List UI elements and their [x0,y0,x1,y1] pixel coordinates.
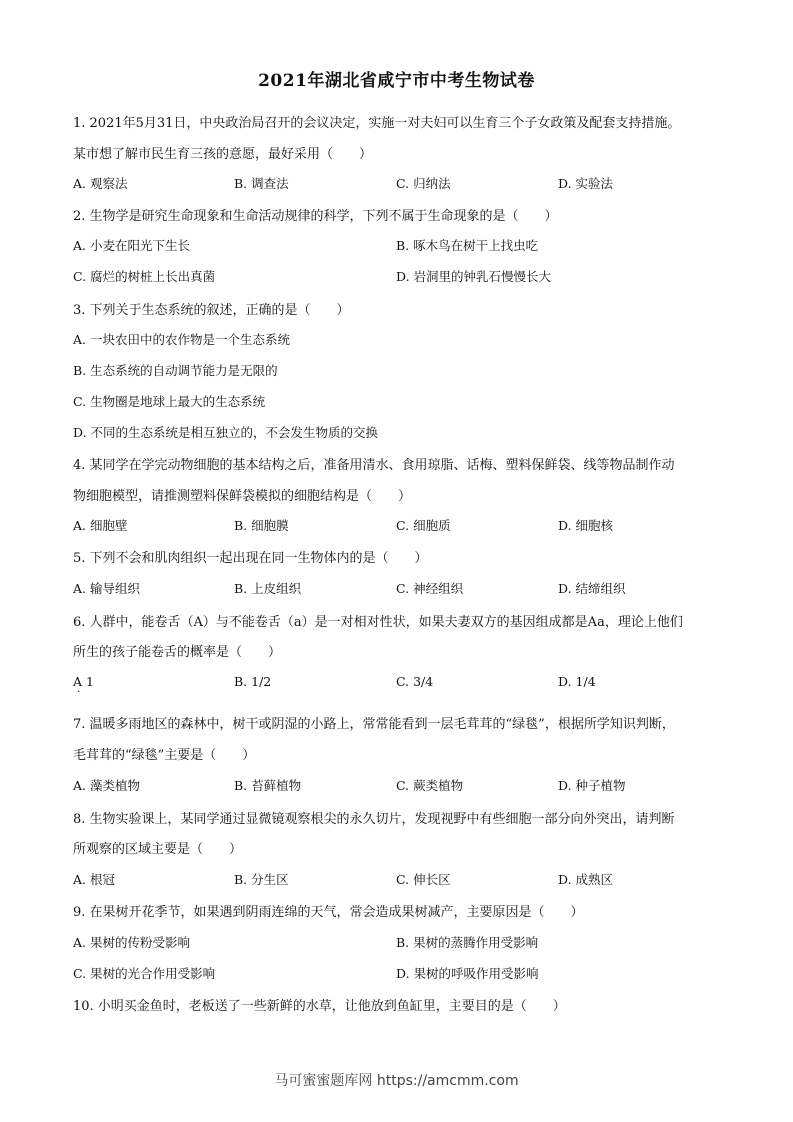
question-1-line-2: 某市想了解市民生育三孩的意愿，最好采用（ ） [73,147,373,162]
question-1-option-a: A. 观察法 [73,176,128,191]
question-10-line-1: 10. 小明买金鱼时，老板送了一些新鲜的水草，让他放到鱼缸里，主要目的是（ ） [73,999,566,1014]
question-7-option-d: D. 种子植物 [558,778,626,793]
question-8-option-d: D. 成熟区 [558,872,614,887]
question-9-option-b: B. 果树的蒸腾作用受影响 [396,935,539,950]
question-9-option-c: C. 果树的光合作用受影响 [73,966,216,981]
question-3-line-1: 3. 下列关于生态系统的叙述，正确的是（ ） [73,303,350,318]
question-9-option-d: D. 果树的呼吸作用受影响 [396,966,539,981]
question-4-option-d: D. 细胞核 [558,518,614,533]
stray-dot-mark: · [77,687,81,698]
question-5-line-1: 5. 下列不会和肌肉组织一起出现在同一生物体内的是（ ） [73,551,428,566]
question-5-option-a: A. 输导组织 [73,581,140,596]
question-3-option-b: B. 生态系统的自动调节能力是无限的 [73,363,278,378]
question-1-option-d: D. 实验法 [558,176,614,191]
question-5-option-d: D. 结缔组织 [558,581,626,596]
question-9-option-a: A. 果树的传粉受影响 [73,935,190,950]
question-8-line-2: 所观察的区域主要是（ ） [73,842,243,857]
question-7-option-a: A. 藻类植物 [73,778,140,793]
question-1-line-1: 1. 2021年5月31日，中央政治局召开的会议决定，实施一对夫妇可以生育三个子女政策及配套支持措施。 [73,116,681,131]
question-6-option-b: B. 1/2 [234,674,272,689]
question-2-option-d: D. 岩洞里的钟乳石慢慢长大 [396,269,552,284]
footer-watermark: 马可蜜蜜题库网 https://amcmm.com [274,1073,519,1089]
question-7-line-1: 7. 温暖多雨地区的森林中，树干或阴湿的小路上，常常能看到一层毛茸茸的“绿毯”，根据所学知识判断， [73,717,675,732]
question-3-option-c: C. 生物圈是地球上最大的生态系统 [73,394,266,409]
question-8-option-a: A. 根冠 [73,872,115,887]
question-8-option-c: C. 伸长区 [396,872,451,887]
question-8-line-1: 8. 生物实验课上，某同学通过显微镜观察根尖的永久切片，发现视野中有些细胞一部分向外突出，请判断 [73,812,675,827]
question-2-option-c: C. 腐烂的树桩上长出真菌 [73,269,216,284]
question-2-option-b: B. 啄木鸟在树干上找虫吃 [396,238,539,253]
question-3-option-a: A. 一块农田中的农作物是一个生态系统 [73,332,290,347]
question-6-line-1: 6. 人群中，能卷舌（A）与不能卷舌（a）是一对相对性状，如果夫妻双方的基因组成都是Aa，理论上他们 [73,615,683,630]
question-6-line-2: 所生的孩子能卷舌的概率是（ ） [73,645,282,660]
question-8-option-b: B. 分生区 [234,872,289,887]
page-title: 2021年湖北省咸宁市中考生物试卷 [258,71,535,91]
question-5-option-b: B. 上皮组织 [234,581,302,596]
question-4-line-1: 4. 某同学在学完动物细胞的基本结构之后，准备用清水、食用琼脂、话梅、塑料保鲜袋、线等物品制作动 [73,458,675,473]
question-7-option-c: C. 蕨类植物 [396,778,464,793]
question-4-option-b: B. 细胞膜 [234,518,289,533]
question-5-option-c: C. 神经组织 [396,581,464,596]
question-1-option-b: B. 调查法 [234,176,289,191]
question-6-option-d: D. 1/4 [558,674,596,689]
question-7-line-2: 毛茸茸的“绿毯”主要是（ ） [73,748,256,763]
question-2-option-a: A. 小麦在阳光下生长 [73,238,190,253]
question-4-option-c: C. 细胞质 [396,518,451,533]
question-9-line-1: 9. 在果树开花季节，如果遇到阴雨连绵的天气，常会造成果树减产，主要原因是（ ） [73,905,584,920]
question-7-option-b: B. 苔藓植物 [234,778,302,793]
question-4-line-2: 物细胞模型，请推测塑料保鲜袋模拟的细胞结构是（ ） [73,489,412,504]
question-2-line-1: 2. 生物学是研究生命现象和生命活动规律的科学，下列不属于生命现象的是（ ） [73,209,558,224]
question-1-option-c: C. 归纳法 [396,176,451,191]
question-6-option-a: A 1 [73,674,94,689]
question-3-option-d: D. 不同的生态系统是相互独立的，不会发生物质的交换 [73,425,379,440]
question-6-option-c: C. 3/4 [396,674,434,689]
question-4-option-a: A. 细胞壁 [73,518,128,533]
